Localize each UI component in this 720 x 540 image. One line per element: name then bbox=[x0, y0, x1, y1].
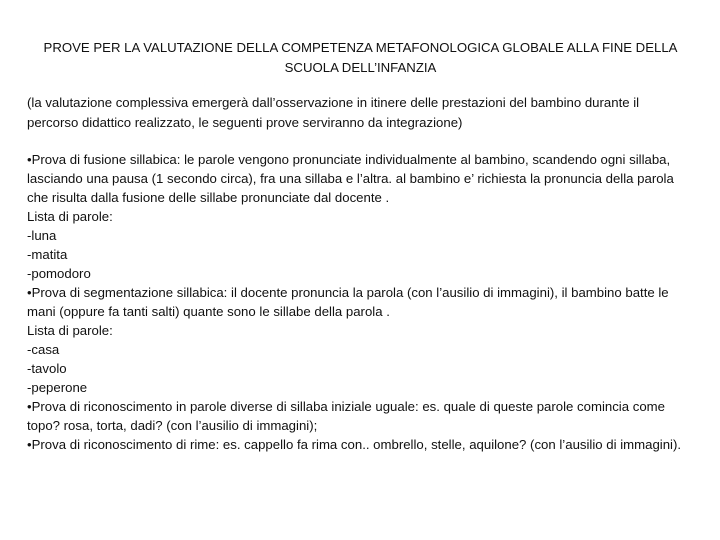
list-item: -luna bbox=[27, 228, 57, 243]
section-heading: •Prova di segmentazione sillabica: bbox=[27, 285, 228, 300]
section-sillaba-iniziale bbox=[27, 397, 694, 435]
section-heading: •Prova di riconoscimento di rime: bbox=[27, 437, 220, 452]
list-label: Lista di parole: bbox=[27, 323, 113, 338]
section-heading: •Prova di fusione sillabica: bbox=[27, 152, 181, 167]
section-text: il docente pronuncia la parola (con l’ausilio di immagini), il bambino batte le mani (oppure fa tanti salti) quante sono le sillabe della parola . bbox=[27, 285, 669, 319]
section-text: es. cappello fa rima con.. ombrello, stelle, aquilone? (con l’ausilio di immagini). bbox=[219, 437, 682, 452]
list-item: -casa bbox=[27, 342, 60, 357]
section-segmentazione bbox=[27, 283, 694, 321]
list-item: -tavolo bbox=[27, 361, 67, 376]
section-text: es. quale di queste parole comincia come topo? rosa, torta, dadi? (con l’ausilio di immagini); bbox=[27, 399, 665, 433]
document-body bbox=[27, 150, 694, 454]
intro-paragraph: (la valutazione complessiva emergerà dall’osservazione in itinere delle prestazioni del bambino durante il percorso didattico realizzato, le seguenti prove serviranno da integrazione) bbox=[27, 95, 640, 130]
section-fusione bbox=[27, 150, 694, 207]
list-item: -pomodoro bbox=[27, 266, 91, 281]
section-text: le parole vengono pronunciate individualmente al bambino, scandendo ogni sillaba, lasciando una pausa (1 secondo circa), fra una sillaba e l’altra. al bambino e’ richiesta la pronuncia della parola che risulta dalla fusione delle sillabe pronunciate dal docente . bbox=[27, 152, 674, 205]
section-heading: •Prova di riconoscimento in parole diverse di sillaba iniziale uguale: bbox=[27, 399, 419, 414]
list-item: -peperone bbox=[27, 380, 88, 395]
document-title: PROVE PER LA VALUTAZIONE DELLA COMPETENZA METAFONOLOGICA GLOBALE ALLA FINE DELLA SCUOLA DELL’INFANZIA bbox=[43, 40, 678, 75]
section-rime bbox=[27, 435, 694, 454]
list-item: -matita bbox=[27, 247, 68, 262]
list-label: Lista di parole: bbox=[27, 209, 113, 224]
